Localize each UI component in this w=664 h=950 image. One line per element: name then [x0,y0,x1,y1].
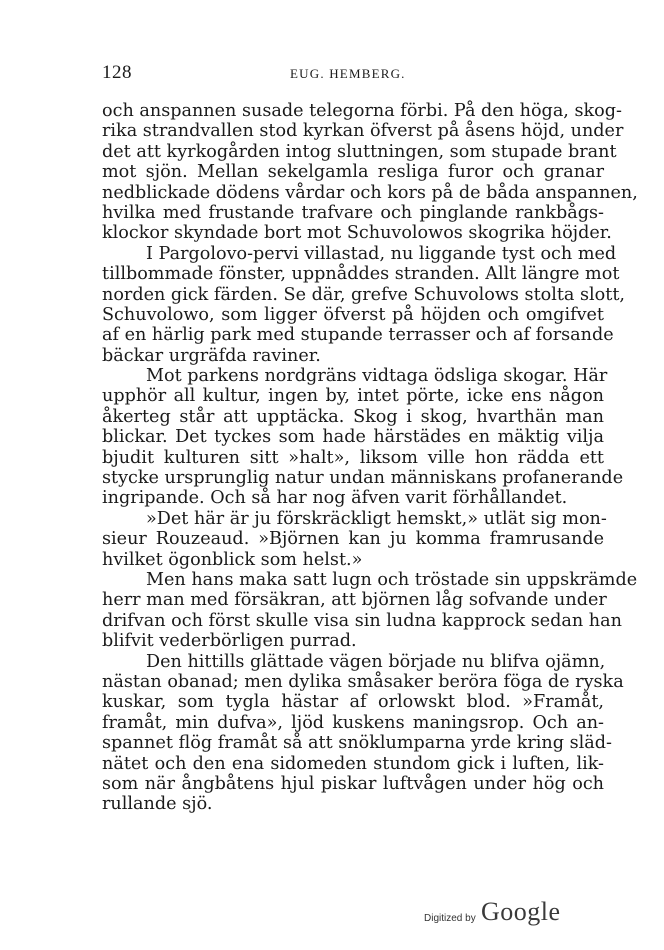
text-line: herr man med försäkran, att björnen låg sofvande under [102,590,607,611]
text-line: stycke ursprunglig natur undan människans profanerande [102,468,624,489]
text-line: drifvan och först skulle visa sin ludna kapprock sedan han [102,610,622,631]
text-line: blifvit vederbörligen purrad. [102,631,357,652]
text-line: bjudit kulturen sitt »halt», liksom ville hon rädda ett [102,447,604,468]
text-line: spannet flög framåt så att snöklumparna yrde kring släd- [102,733,612,754]
text-line: I Pargolovo-pervi villastad, nu liggande tyst och med [146,243,617,264]
text-line: nästan obanad; men dylika småsaker beröra föga de ryska [102,671,624,692]
text-line: upphör all kultur, ingen by, intet pörte, icke ens någon [102,386,604,407]
text-line: och anspannen susade telegorna förbi. På den höga, skog- [102,101,622,121]
text-line: hvilka med frustande trafvare och pinglande rankbågs- [102,202,604,223]
text-line: »Det här är ju förskräckligt hemskt,» utlät sig mon- [146,508,607,529]
text-line: Schuvolowo, som ligger öfverst på höjden och omgifvet [102,304,604,325]
text-line: som när ångbåtens hjul piskar luftvågen under hög och [102,773,604,794]
text-line: det att kyrkogården intog sluttningen, som stupade brant [102,141,617,162]
text-line: framåt, min dufva», ljöd kuskens maningsrop. Och an- [102,712,604,733]
text-line: klockor skyndade bort mot Schuvolowos skogrika höjder. [102,223,612,244]
text-line: norden gick färden. Se där, grefve Schuvolows stolta slott, [102,284,625,305]
text-line: nedblickade dödens vårdar och kors på de båda anspannen, [102,182,638,203]
digitized-watermark [424,896,574,932]
text-line: Den hittills glättade vägen började nu blifva ojämn, [146,651,606,672]
page-header [102,62,604,86]
text-line: rika strandvallen stod kyrkan öfverst på åsens höjd, under [102,121,624,142]
text-line: nätet och den ena sidomeden stundom gick i luften, lik- [102,753,604,774]
running-head: EUG. HEMBERG. [290,66,406,81]
text-line: tillbommade fönster, uppnåddes stranden. Allt längre mot [102,264,620,285]
text-line: blickar. Det tyckes som hade härstädes en mäktig vilja [102,427,604,448]
text-line: sieur Rouzeaud. »Björnen kan ju komma framrusande [102,529,604,550]
text-line: ingripande. Och så har nog äfven varit förhållandet. [102,488,568,509]
text-line: bäckar urgräfda raviner. [102,345,321,366]
text-line: åkerteg står att upptäcka. Skog i skog, hvarthän man [102,406,604,427]
text-line: Mot parkens nordgräns vidtaga ödsliga skogar. Här [146,366,608,387]
text-line: af en härlig park med stupande terrasser och af forsande [102,325,614,346]
digitized-by-label: Digitized by [424,913,476,924]
google-logo: Google [481,897,561,926]
text-line: kuskar, som tygla hästar af orlowskt blod. »Framåt, [102,692,604,713]
body-text [102,101,638,815]
page-number: 128 [102,62,132,83]
text-line: mot sjön. Mellan sekelgamla resliga furor och granar [102,162,604,183]
text-line: Men hans maka satt lugn och tröstade sin uppskrämde [146,569,638,590]
text-line: rullande sjö. [102,794,213,815]
text-line: hvilket ögonblick som helst.» [102,549,363,570]
